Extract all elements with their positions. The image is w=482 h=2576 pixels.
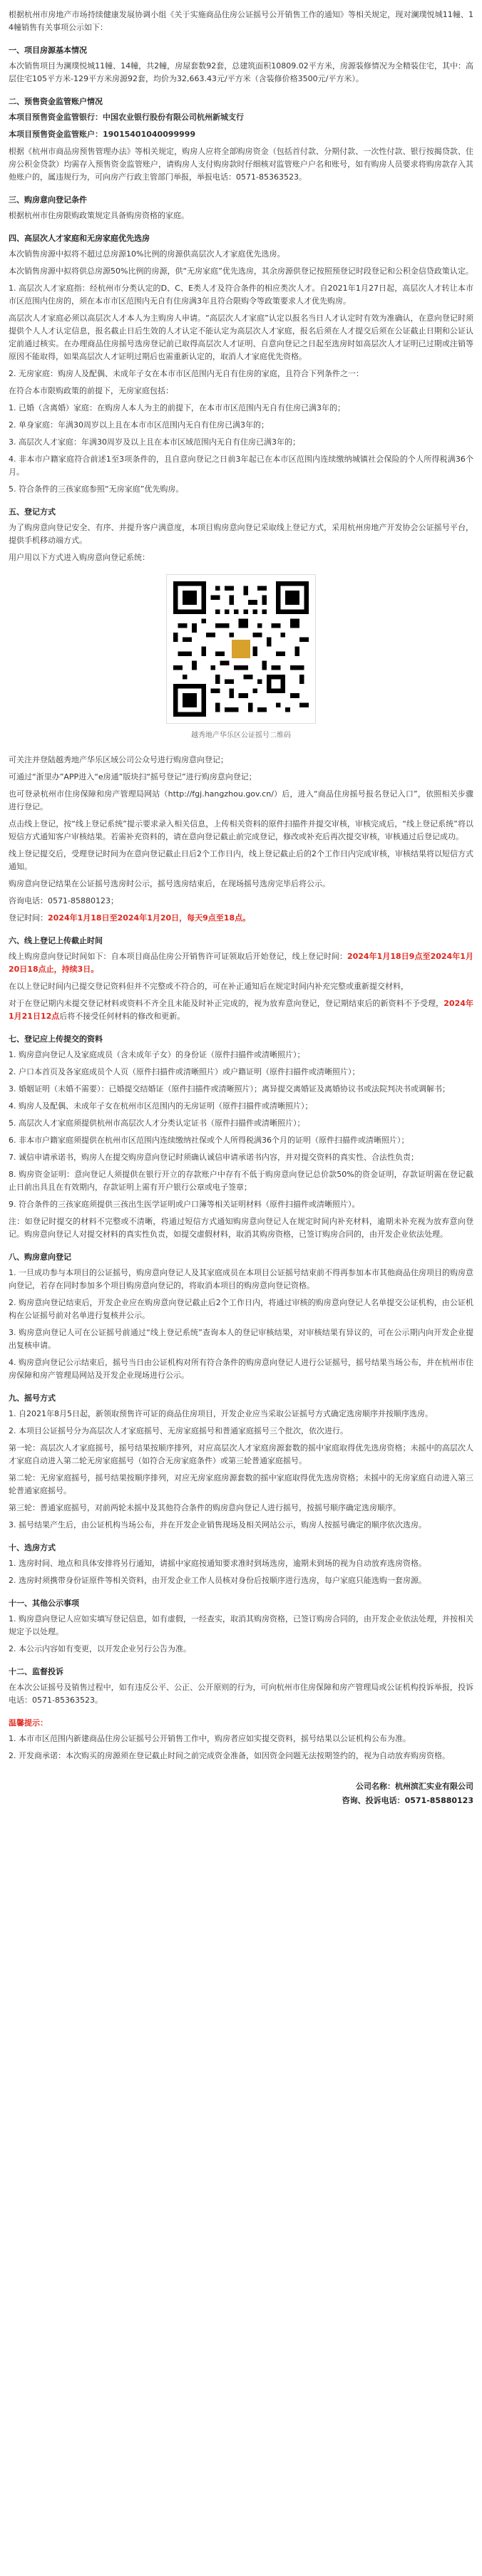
section-4-text-10: 4. 非本市户籍家庭符合前述1至3项条件的，且自意向登记之日前3年起已在本市区范围内连续缴纳城镇社会保险的个人所得税满36个月。 xyxy=(9,455,473,477)
deadline-time: 2024年1月21日12点 xyxy=(9,999,473,1021)
registration-period-value: 2024年1月18日至2024年1月20日，每天9点至18点。 xyxy=(48,913,251,923)
supervision-bank: 本项目预售资金监管银行：中国农业银行股份有限公司杭州新城支行 xyxy=(9,113,244,122)
tips-text-2: 2. 开发商承诺：本次购买的房源须在登记截止时间之前完成资金准备，如因资金问题无法按期签约的，视为自动放弃购房资格。 xyxy=(9,1751,450,1760)
section-4-text-8: 2. 单身家庭：年满30周岁以上且在本市市区范围内无自有住房已满3年的； xyxy=(9,420,269,430)
section-7-item: 8. 购房资金证明：意向登记人须提供在银行开立的存款账户中存有不低于购房意向登记总价款50%的资金证明，存款证明需在登记截止日前出具且在有效期内，存款证明上需有开户银行公章或电子签章； xyxy=(9,1170,473,1192)
phone-number[interactable]: 0571-85880123 xyxy=(404,1796,473,1805)
company-label: 公司名称： xyxy=(356,1782,395,1791)
section-8-text-3: 3. 购房意向登记人可在公证摇号前通过“线上登记系统”查询本人的登记审核结果，对审核结果有异议的，可在公示期内向开发企业提出复核申请。 xyxy=(9,1328,473,1350)
section-9-text-1: 1. 自2021年8月5日起，新领取预售许可证的商品住房项目，开发企业应当采取公证摇号方式确定选房顺序并按顺序选房。 xyxy=(9,1409,433,1418)
section-5-text-5: 也可登录杭州市住房保障和房产管理局网站（http://fgj.hangzhou.gov.cn/）后，进入“商品住房摇号报名登记入口”，依照相关步骤进行登记。 xyxy=(9,789,473,811)
section-5-text-8: 购房意向登记结果在公证摇号选房时公示，摇号选房结束后，在现场摇号选房完毕后将公示。 xyxy=(9,879,330,888)
registration-period-label: 登记时间： xyxy=(9,913,48,923)
section-7-item: 1. 购房意向登记人及家庭成员（含未成年子女）的身份证（原件扫描件或清晰照片）； xyxy=(9,1050,305,1059)
contact-label: 咨询电话： xyxy=(9,896,48,905)
section-6-text-1-lead: 线上购房意向登记时间如下：自本项目商品住房公开销售许可证领取后开始登记，线上登记时间： xyxy=(9,952,347,961)
section-10-title: 十、选房方式 xyxy=(9,1543,56,1552)
section-2-text: 根据《杭州市商品房预售管理办法》等相关规定，购房人应将全部购房资金（包括首付款、分期付款、一次性付款、银行按揭贷款、住房公积金贷款）均需存入预售资金监管账户，请购房人支付购房款时仔细核对监管账户户名和账号，如有购房人员要求将购房款存入其他账户的，属违规行为，可向房产行政主管部门举报，举报电话：0571-85363523。 xyxy=(9,147,473,182)
section-7-item: 4. 购房人及配偶、未成年子女在杭州市区范围内的无房证明（原件扫描件或清晰照片）； xyxy=(9,1101,313,1111)
section-4-text-1: 本次销售房源中拟将不超过总房源10%比例的房源供高层次人才家庭优先选房。 xyxy=(9,249,285,259)
section-5-text-7: 线上登记提交后，受理登记时间为在意向登记截止日后2个工作日内，线上登记截止后的2个工作日内完成审核，审核结果将以短信方式通知。 xyxy=(9,849,473,871)
section-8-text-4: 4. 购房意向登记公示结束后，摇号当日由公证机构对所有符合条件的购房意向登记人进行公证摇号，摇号结果当场公布，并在杭州市住房保障和房产管理局网站及开发企业现场进行公示。 xyxy=(9,1358,473,1380)
section-9-title: 九、摇号方式 xyxy=(9,1393,56,1403)
phone-line xyxy=(9,1794,473,1808)
section-7-note: 注：如登记时提交的材料不完整或不清晰，将通过短信方式通知购房意向登记人在规定时间内补充材料，逾期未补充视为放弃意向登记。购房意向登记人对提交材料的真实性负责，如提交虚假材料，取消其购房资格，已签订购房合同的，由开发企业依法处理。 xyxy=(9,1217,473,1239)
section-8-text-1: 1. 一旦成功参与本项目的公证摇号，购房意向登记人及其家庭成员在本项目公证摇号结束前不得再参加本市其他商品住房项目的购房意向登记，若存在同时参加多个项目购房意向登记的，将取消本项目的购房意向登记资格。 xyxy=(9,1268,473,1290)
supervision-account: 本项目预售资金监管账户：19015401040099999 xyxy=(9,130,196,139)
section-5-text-2: 用户用以下方式进入购房意向登记系统： xyxy=(9,553,150,562)
section-7-item: 3. 婚姻证明（未婚不需要）：已婚提交结婚证（原件扫描件或清晰照片）；离异提交离婚证及离婚协议书或法院判决书或调解书； xyxy=(9,1084,450,1094)
qr-code[interactable] xyxy=(166,574,316,724)
section-6-title: 六、线上登记上传截止时间 xyxy=(9,936,103,945)
online-registration-time: 2024年1月18日9点至2024年1月20日18点止，持续3日。 xyxy=(9,952,473,974)
section-7-item: 2. 户口本首页及各家庭成员个人页（原件扫描件或清晰照片）或户籍证明（原件扫描件或清晰照片）； xyxy=(9,1067,360,1076)
section-2-title: 二、预售资金监管账户情况 xyxy=(9,97,103,106)
section-4-text-7: 1. 已婚（含离婚）家庭：在购房人本人为主的前提下，在本市市区范围内无自有住房已满3年的； xyxy=(9,403,345,412)
section-11-title: 十一、其他公示事项 xyxy=(9,1599,79,1608)
section-3-title: 三、购房意向登记条件 xyxy=(9,195,87,204)
registration-period xyxy=(9,912,473,925)
section-9-text-4: 第二轮：无房家庭摇号，摇号结果按顺序排列，对应无房家庭房源套数的摇中家庭取得优先选房资格；未摇中的无房家庭自动进入第三轮普通家庭摇号。 xyxy=(9,1473,473,1495)
section-6-text-2: 在以上登记时间内已提交登记资料但并不完整或不符合的，可在补正通知后在规定时间内补充完整或重新提交材料， xyxy=(9,982,409,991)
section-4-text-6: 在符合本市限购政策的前提下，无房家庭包括： xyxy=(9,386,173,395)
section-1-text: 本次销售项目为澜璞悦城11幢、14幢，共2幢，房屋套数92套，总建筑面积10809.02平方米，房源装修情况为全精装住宅，其中：高层住宅105平方米-129平方米房源92套，均价为32,663.43元/平方米（含装修价格3500元/平方米）。 xyxy=(9,61,473,83)
section-9-text-2: 2. 本项目公证摇号分为高层次人才家庭摇号、无房家庭摇号和普通家庭摇号三个批次，依次进行。 xyxy=(9,1426,348,1435)
section-5-title: 五、登记方式 xyxy=(9,507,56,516)
section-11-text-1: 1. 购房意向登记人应如实填写登记信息，如有虚假，一经查实，取消其购房资格，已签订购房合同的，由开发企业依法处理，并按相关规定予以处理。 xyxy=(9,1614,473,1636)
section-5-text-3: 可关注并登陆越秀地产华乐区域公司公众号进行购房意向登记； xyxy=(9,755,228,764)
section-10-text-1: 1. 选房时间、地点和具体安排将另行通知，请摇中家庭按通知要求准时到场选房，逾期未到场的视为自动放弃选房资格。 xyxy=(9,1559,426,1568)
section-4-text-2: 本次销售房源中拟将供总房源50%比例的房源，供“无房家庭”优先选房，其余房源供登记按照预登记时段登记和公积金信贷政策认定。 xyxy=(9,266,473,276)
section-12-text-1: 在本次公证摇号及销售过程中，如有违反公平、公正、公开原则的行为，可向杭州市住房保障和房产管理局或公证机构投诉举报，投诉电话：0571-85363523。 xyxy=(9,1683,473,1705)
section-4-text-11: 5. 符合条件的三孩家庭参照“无房家庭”优先购房。 xyxy=(9,484,184,494)
intro-paragraph: 根据杭州市房地产市场持续健康发展协调小组《关于实施商品住房公证摇号公开销售工作的通知》等相关规定，现对澜璞悦城11幢、14幢销售有关事项公示如下： xyxy=(9,10,473,32)
section-7-item: 7. 诚信申请承诺书，购房人在提交购房意向登记时须确认诚信申请承诺书内容，并对提交资料的真实性、合法性负责； xyxy=(9,1153,419,1162)
contact-phone[interactable]: 0571-85880123； xyxy=(48,896,118,905)
company-name: 杭州滨汇实业有限公司 xyxy=(395,1782,473,1791)
section-5-text-6: 点击线上登记，按“线上登记系统”提示要求录入相关信息，上传相关资料的原件扫描件并提交审核，审核完成后，“线上登记系统”将以短信方式通知客户审核结果。若需补充资料的，请在意向登记截止前完成登记，修改或补充后再次提交审核，审核通过后登记成功。 xyxy=(9,819,473,841)
phone-label: 咨询、投诉电话： xyxy=(342,1796,405,1805)
section-9-text-3: 第一轮：高层次人才家庭摇号，摇号结果按顺序排列，对应高层次人才家庭房源套数的摇中家庭取得优先选房资格；未摇中的高层次人才家庭自动进入第二轮无房家庭摇号（如符合无房家庭条件）或第三轮普通家庭摇号。 xyxy=(9,1443,473,1465)
section-1-title: 一、项目房源基本情况 xyxy=(9,46,87,55)
footer xyxy=(9,1780,473,1808)
section-7-item: 5. 高层次人才家庭须提供杭州市高层次人才分类认定证书（原件扫描件或清晰照片）； xyxy=(9,1118,305,1128)
tips-text-1: 1. 本市市区范围内新建商品住房公证摇号公开销售工作中，购房者应如实提交资料，摇号结果以公证机构公布为准。 xyxy=(9,1734,411,1743)
section-4-text-4: 高层次人才家庭必须以高层次人才本人为主购房人申请。“高层次人才家庭”认定以报名当日人才认定时有效为准确认，在意向登记时须提供个人人才认定信息，报名截止日后生效的人才认定不能认定为高层次人才家庭，报名后须在人才提交后须在公证截止日期和公证认定前通过核实。在办理商品住房摇号选房登记前已取得高层次人才证明、自意向登记之日起至选房时如高层次人才证明已过期或注销等原因不能取得，如果高层次人才证明过期后也需重新认定的，取消人才家庭优先资格。 xyxy=(9,313,473,361)
qr-code-block xyxy=(9,574,473,742)
section-7-item: 9. 符合条件的三孩家庭须提供三孩出生医学证明或户口簿等相关证明材料（原件扫描件或清晰照片）。 xyxy=(9,1200,360,1209)
section-11-text-2: 2. 本公示内容如有变更，以开发企业另行公告为准。 xyxy=(9,1644,191,1653)
section-9-text-5: 第三轮：普通家庭摇号，对前两轮未摇中及其他符合条件的购房意向登记人进行摇号，按摇号顺序确定选房顺序。 xyxy=(9,1503,401,1512)
section-6-text-3-tail: 后将不接受任何材料的修改和更新。 xyxy=(59,1012,185,1021)
tips-title: 温馨提示： xyxy=(9,1718,48,1728)
section-10-text-2: 2. 选房时须携带身份证原件等相关资料，由开发企业工作人员核对身份后按顺序进行选房，每户家庭只能选购一套房源。 xyxy=(9,1576,426,1585)
section-4-text-5: 2. 无房家庭：购房人及配偶、未成年子女在本市市区范围内无自有住房的家庭，且符合下列条件之一： xyxy=(9,369,364,378)
qr-code-icon xyxy=(173,581,309,717)
section-7-title: 七、登记应上传提交的资料 xyxy=(9,1034,103,1044)
section-6-text-3-lead: 对于在登记期内未提交登记材料或资料不齐全且未能及时补正完成的，视为放弃意向登记，登记期结束后的新资料不予受理， xyxy=(9,999,444,1008)
section-5-text-1: 为了购房意向登记安全、有序、并提升客户满意度，本项目购房意向登记采取线上登记方式，采用杭州房地产开发协会公证摇号平台，提供手机移动端方式。 xyxy=(9,523,473,545)
section-4-text-9: 3. 高层次人才家庭：年满30周岁及以上且在本市区域范围内无自有住房已满3年的； xyxy=(9,437,300,447)
section-3-text: 根据杭州市住房限购政策规定具备购房资格的家庭。 xyxy=(9,211,189,220)
qr-caption: 越秀地产华乐区公证摇号二维码 xyxy=(191,732,291,739)
section-7-item: 6. 非本市户籍家庭须提供在杭州市区范围内连续缴纳社保或个人所得税满36个月的证明（原件扫描件或清晰照片）； xyxy=(9,1136,409,1145)
section-4-title: 四、高层次人才家庭和无房家庭优先选房 xyxy=(9,234,150,243)
section-8-title: 八、购房意向登记 xyxy=(9,1252,71,1262)
contact-line xyxy=(9,895,473,908)
section-4-text-3: 1. 高层次人才家庭指：经杭州市分类认定的D、C、E类人才及符合条件的相应类次人才。自2021年1月27日起，高层次人才转让本市市区范围内住房的，须在本市市区范围内无自有住房满3年且符合限购令等政策要求人才优先购房。 xyxy=(9,284,473,306)
section-8-text-2: 2. 购房意向登记结束后，开发企业应在购房意向登记截止后2个工作日内，将通过审核的购房意向登记人名单提交公证机构，由公证机构在公证摇号前对名单进行复核并公示。 xyxy=(9,1298,473,1320)
section-6-text-1 xyxy=(9,950,473,976)
company-line xyxy=(9,1780,473,1794)
section-9-text-6: 3. 摇号结果产生后，由公证机构当场公布，并在开发企业销售现场及相关网站公示，购房人按摇号确定的顺序依次选房。 xyxy=(9,1520,426,1530)
section-5-text-4: 可通过“浙里办”APP进入“e房通”版块扫“摇号登记”进行购房意向登记； xyxy=(9,772,257,781)
section-12-title: 十二、监督投诉 xyxy=(9,1667,63,1676)
section-6-text-3 xyxy=(9,997,473,1023)
